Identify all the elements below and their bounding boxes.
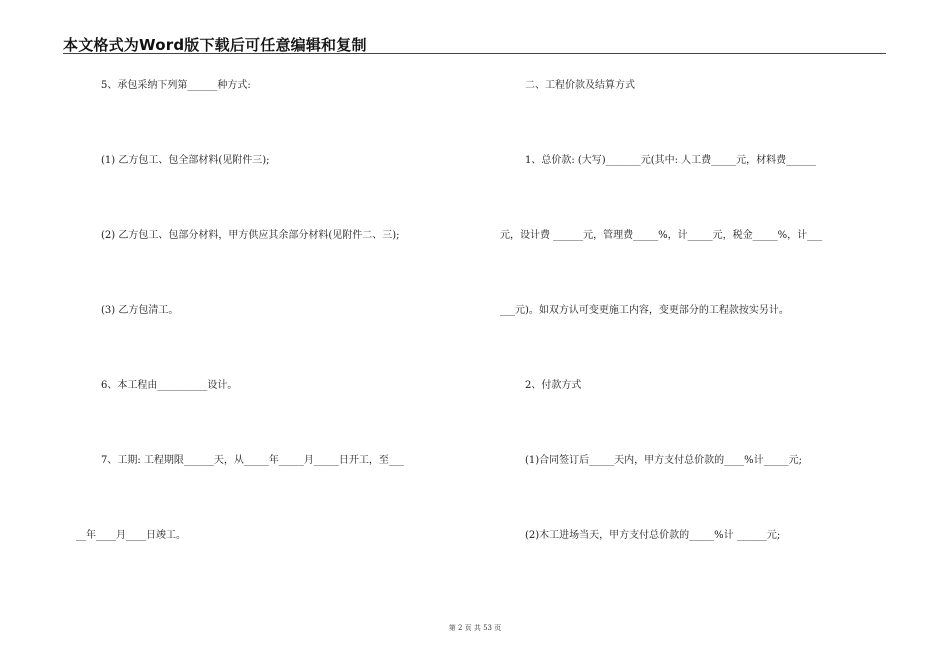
right-line-1: 二、工程价款及结算方式 [525,80,635,91]
right-line-4: ___元)。如双方认可变更施工内容，变更部分的工程款按实另计。 [500,305,789,316]
left-line-5: 6、本工程由__________设计。 [101,380,238,391]
left-line-1: 5、承包采纳下列第______种方式: [101,80,251,91]
right-line-6: (1)合同签订后_____天内，甲方支付总价款的____%计_____元; [525,455,803,466]
left-line-7: __年____月____日竣工。 [76,530,186,541]
right-line-5: 2、付款方式 [525,380,582,391]
header-divider [63,53,886,54]
left-line-6: 7、工期: 工程期限______天，从_____年_____月_____日开工，至___ [101,455,404,466]
left-line-2: (1) 乙方包工、包全部材料(见附件三); [101,155,270,166]
left-line-4: (3) 乙方包清工。 [101,305,179,316]
page-header-title: 本文格式为Word版下载后可任意编辑和复制 [63,36,367,54]
right-line-3: 元，设计费 ______元，管理费_____%，计_____元，税金_____%，计___ [500,230,823,241]
page-number: 第 2 页 共 53 页 [448,624,502,632]
right-line-7: (2)木工进场当天，甲方支付总价款的_____%计 ______元; [525,530,781,541]
left-line-3: (2) 乙方包工、包部分材料，甲方供应其余部分材料(见附件二、三); [101,230,400,241]
right-line-2: 1、总价款: (大写)_______元(其中: 人工费_____元，材料费______ [525,155,817,166]
